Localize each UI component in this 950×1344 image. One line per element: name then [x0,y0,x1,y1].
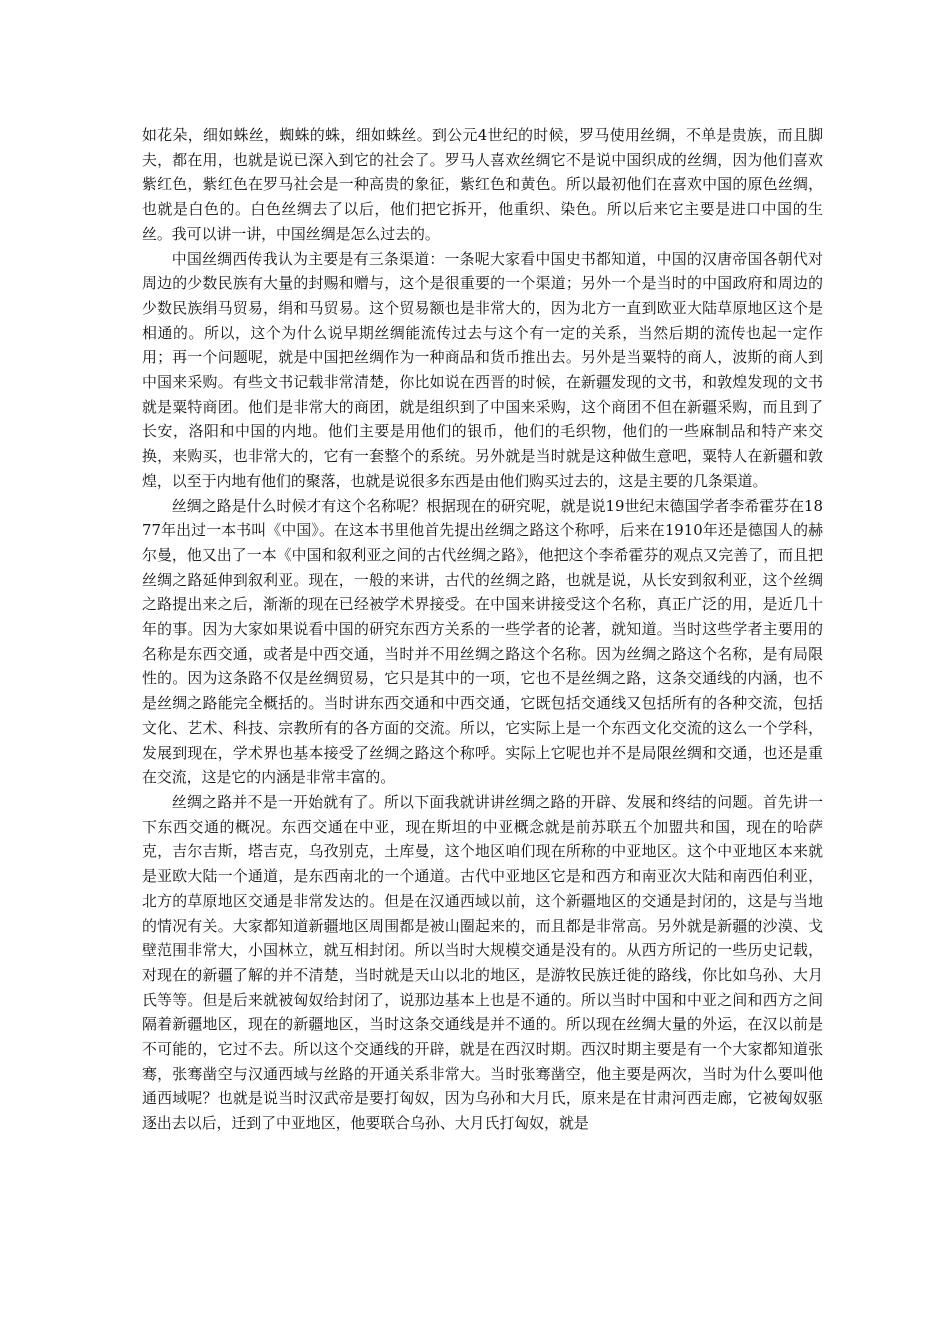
paragraph-4: 丝绸之路并不是一开始就有了。所以下面我就讲讲丝绸之路的开辟、发展和终结的问题。首先讲一下东西交通的概况。东西交通在中亚，现在斯坦的中亚概念就是前苏联五个加盟共和国，现在的哈萨克，吉尔吉斯，塔吉克，乌孜别克，土库曼，这个地区咱们现在所称的中亚地区。这个中亚地区本来就是亚欧大陆一个通道，是东西南北的一个通道。古代中亚地区它是和西方和南亚次大陆和南西伯利亚，北方的草原地区交通是非常发达的。但是在汉通西域以前，这个新疆地区的交通是封闭的，这是与当地的情况有关。大家都知道新疆地区周围都是被山圈起来的，而且都是非常高。另外就是新疆的沙漠、戈壁范围非常大，小国林立，就互相封闭。所以当时大规模交通是没有的。从西方所记的一些历史记载，对现在的新疆了解的并不清楚，当时就是天山以北的地区，是游牧民族迁徙的路线，你比如乌孙、大月氏等等。但是后来就被匈奴给封闭了，说那边基本上也是不通的。所以当时中国和中亚之间和西方之间隔着新疆地区，现在的新疆地区，当时这条交通线是并不通的。所以现在丝绸大量的外运，在汉以前是不可能的，它过不去。所以这个交通线的开辟，就是在西汉时期。西汉时期主要是有一个大家都知道张骞，张骞凿空与汉通西域与丝路的开通关系非常大。当时张骞凿空，他主要是两次，当时为什么要叫他通西域呢？也就是说当时汉武帝是要打匈奴，因为乌孙和大月氏，原来是在甘肃河西走廊，它被匈奴驱逐出去以后，迁到了中亚地区，他要联合乌孙、大月氏打匈奴，就是 [142,792,823,1133]
paragraph-3: 丝绸之路是什么时候才有这个名称呢？根据现在的研究呢，就是说19世纪末德国学者李希霍芬在1877年出过一本书叫《中国》。在这本书里他首先提出丝绸之路这个称呼，后来在1910年还是德国人的赫尔曼，他又出了一本《中国和叙利亚之间的古代丝绸之路》，他把这个李希霍芬的观点又完善了，而且把丝绸之路延伸到叙利亚。现在，一般的来讲，古代的丝绸之路，也就是说，从长安到叙利亚，这个丝绸之路提出来之后，渐渐的现在已经被学术界接受。在中国来讲接受这个名称，真正广泛的用，是近几十年的事。因为大家如果说看中国的研究东西方关系的一些学者的论著，就知道。当时这些学者主要用的名称是东西交通，或者是中西交通，当时并不用丝绸之路这个名称。因为丝绸之路这个名称，是有局限性的。因为这条路不仅是丝绸贸易，它只是其中的一项，它也不是丝绸之路，这条交通线的内涵，也不是丝绸之路能完全概括的。当时讲东西交通和中西交通，它既包括交通线又包括所有的各种交流，包括文化、艺术、科技、宗教所有的各方面的交流。所以，它实际上是一个东西文化交流的这么一个学科，发展到现在，学术界也基本接受了丝绸之路这个称呼。实际上它呢也并不是局限丝绸和交通，也还是重在交流，这是它的内涵是非常丰富的。 [142,496,823,787]
paragraph-1: 如花朵，细如蛛丝，蜘蛛的蛛，细如蛛丝。到公元4世纪的时候，罗马使用丝绸，不单是贵族，而且脚夫，都在用，也就是说已深入到它的社会了。罗马人喜欢丝绸它不是说中国织成的丝绸，因为他们喜欢紫红色，紫红色在罗马社会是一种高贵的象征，紫红色和黄色。所以最初他们在喜欢中国的原色丝绸，也就是白色的。白色丝绸去了以后，他们把它拆开，他重织、染色。所以后来它主要是进口中国的生丝。我可以讲一讲，中国丝绸是怎么过去的。 [142,126,823,243]
body-text [142,123,823,1136]
paragraph-2: 中国丝绸西传我认为主要是有三条渠道：一条呢大家看中国史书都知道，中国的汉唐帝国各朝代对周边的少数民族有大量的封赐和赠与，这个是很重要的一个渠道；另外一个是当时的中国政府和周边的少数民族绢马贸易，绢和马贸易。这个贸易额也是非常大的，因为北方一直到欧亚大陆草原地区这个是相通的。所以，这个为什么说早期丝绸能流传过去与这个有一定的关系，当然后期的流传也起一定作用；再一个问题呢，就是中国把丝绸作为一种商品和货币推出去。另外是当粟特的商人，波斯的商人到中国来采购。有些文书记载非常清楚，你比如说在西晋的时候，在新疆发现的文书，和敦煌发现的文书就是粟特商团。他们是非常大的商团，就是组织到了中国来采购，这个商团不但在新疆采购，而且到了长安，洛阳和中国的内地。他们主要是用他们的银币，他们的毛织物，他们的一些麻制品和特产来交换，来购买，也非常大的，它有一套整个的系统。另外就是当时就是这种做生意吧，粟特人在新疆和敦煌，以至于内地有他们的聚落，也就是说很多东西是由他们购买过去的，这是主要的几条渠道。 [142,249,823,490]
